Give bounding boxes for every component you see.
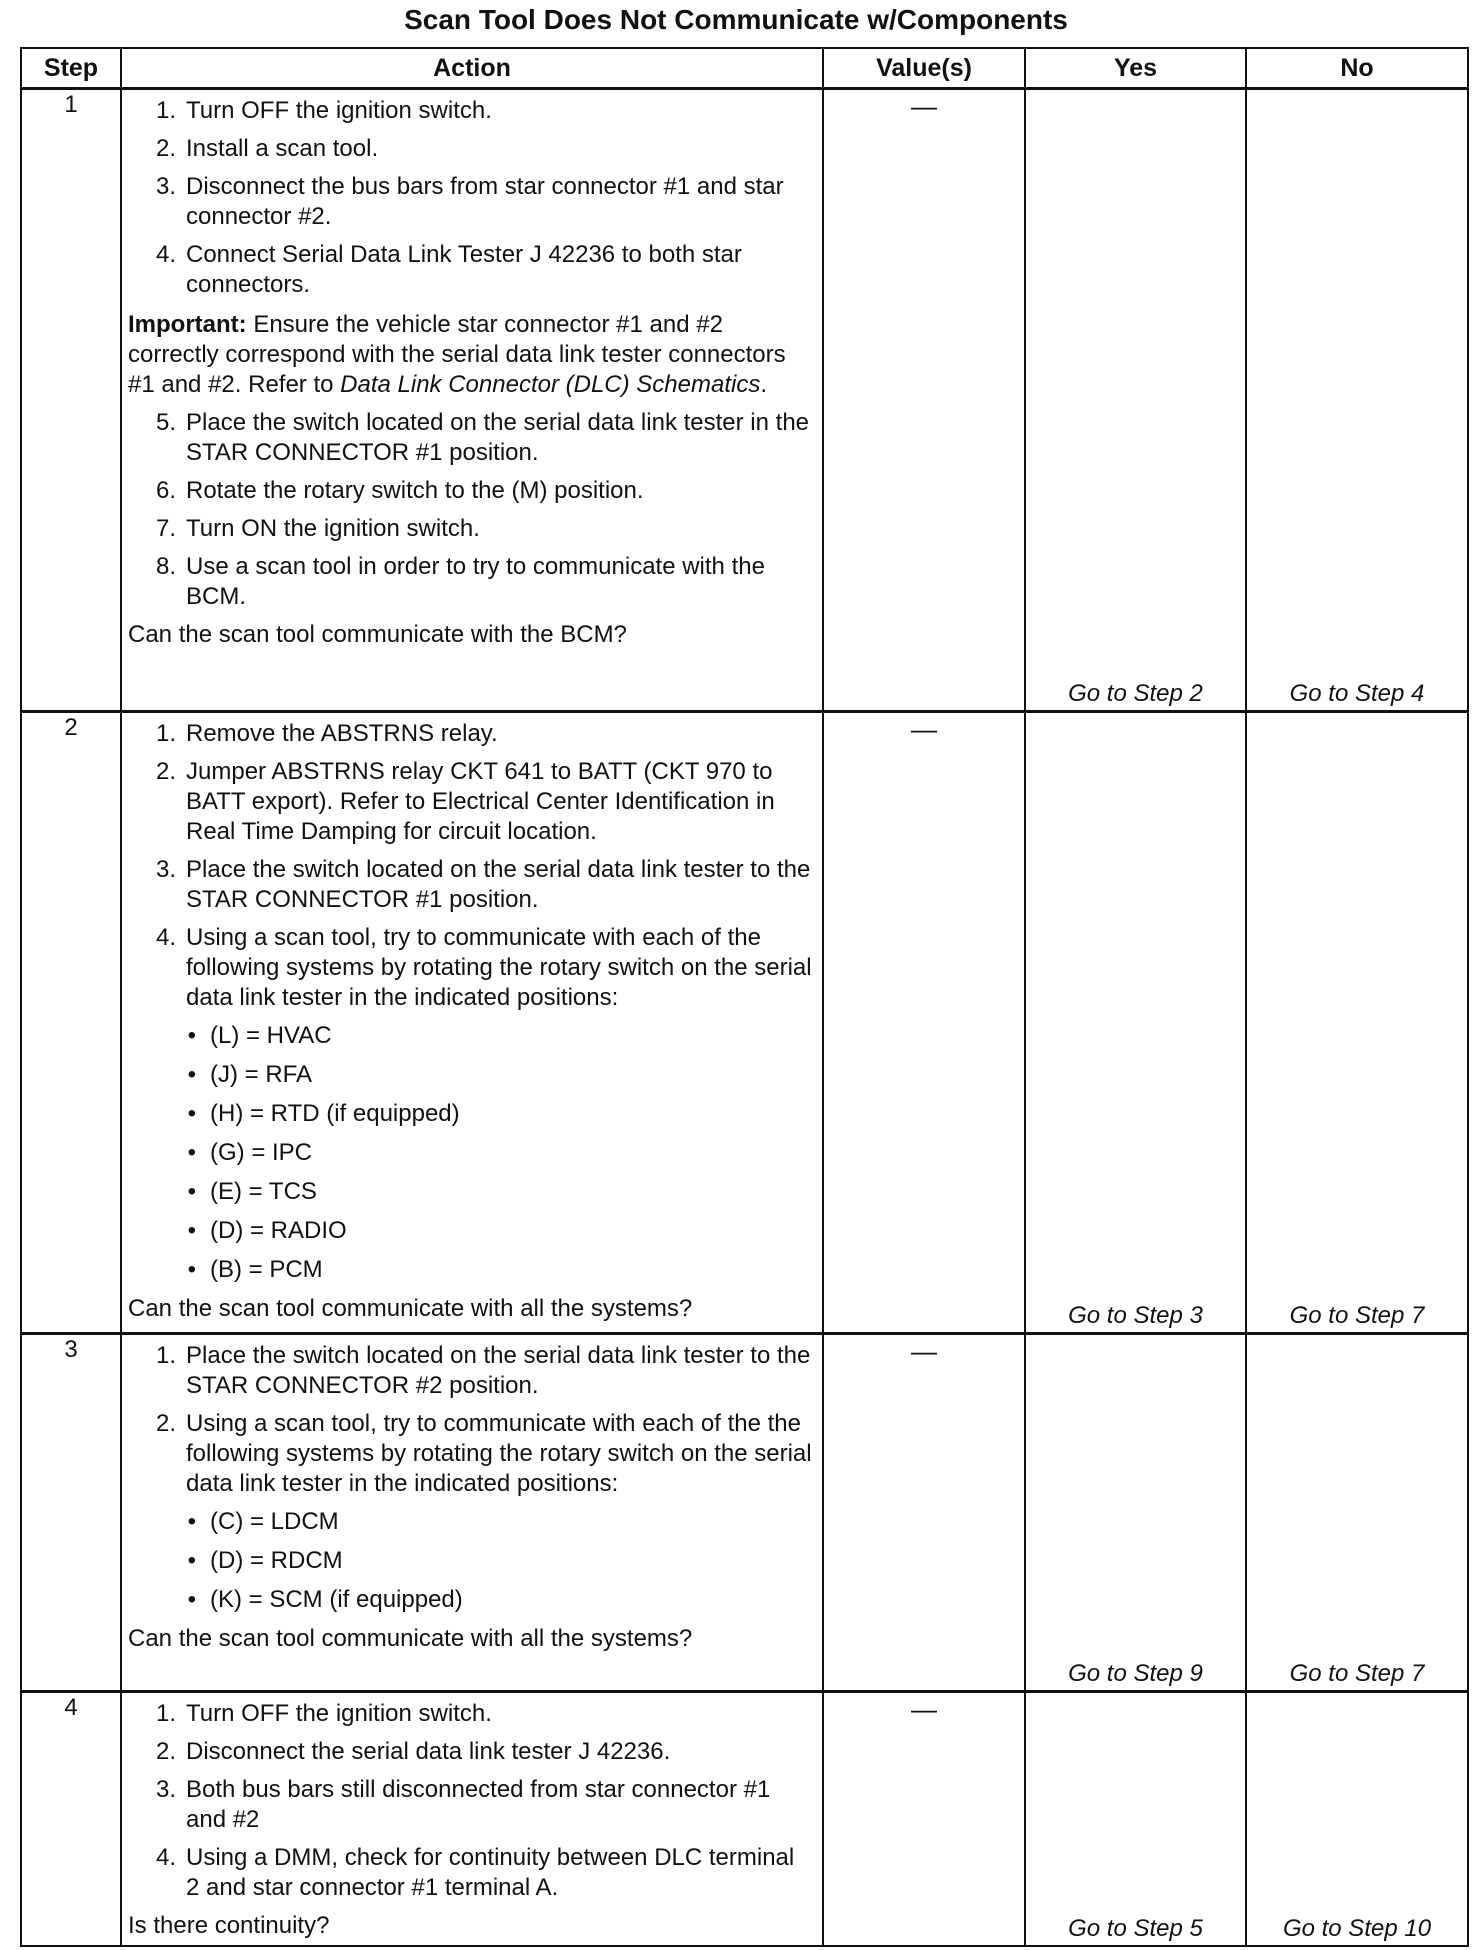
list-item: 1. Place the switch located on the serial data link tester to the STAR CONNECTOR #2 position. (155, 1342, 811, 1399)
yes-cell (1025, 1692, 1246, 1947)
list-item: 1. Turn OFF the ignition switch. (155, 97, 492, 124)
action-list (128, 408, 814, 612)
no-outcome: Go to Step 7 (1289, 1660, 1425, 1687)
list-item: 5. Place the switch located on the serial data link tester in the STAR CONNECTOR #1 position. (155, 409, 810, 466)
yes-outcome: Go to Step 9 (1068, 1660, 1203, 1687)
list-item: • (L) = HVAC (128, 1021, 814, 1051)
action-list (128, 1341, 814, 1499)
schematic-reference: Data Link Connector (DLC) Schematics (340, 371, 761, 398)
page-title: Scan Tool Does Not Communicate w/Components (404, 4, 1068, 35)
value-cell: — (823, 712, 1025, 1334)
important-note: Important: Ensure the vehicle star connector #1 and #2 correctly correspond with the serial data link tester connectors #1 and #2. Refer to Data Link Connector (DLC) Schematics. (128, 311, 786, 398)
step-question: Can the scan tool communicate with all the systems? (128, 1625, 693, 1652)
action-list (128, 1699, 814, 1903)
bullet-icon: • (187, 1586, 196, 1613)
list-item: 3. Both bus bars still disconnected from star connector #1 and #2 (155, 1776, 771, 1833)
step-question: Can the scan tool communicate with all the systems? (128, 1295, 693, 1322)
list-item: • (H) = RTD (if equipped) (128, 1099, 814, 1129)
list-item: 6. Rotate the rotary switch to the (M) position. (155, 477, 644, 504)
yes-outcome: Go to Step 3 (1068, 1302, 1203, 1329)
value-cell: — (823, 1692, 1025, 1947)
yes-cell (1025, 1334, 1246, 1692)
list-item: 4. Using a DMM, check for continuity between DLC terminal 2 and star connector #1 terminal A. (155, 1844, 795, 1901)
table-row (21, 1692, 1468, 1947)
bullet-icon: • (187, 1100, 196, 1127)
bullet-icon: • (187, 1508, 196, 1535)
header-row (21, 48, 1468, 89)
action-list (128, 719, 814, 1013)
column-header-yes: Yes (1025, 48, 1246, 89)
list-item: 4. Connect Serial Data Link Tester J 42236 to both star connectors. (155, 241, 742, 298)
action-list (128, 96, 814, 300)
list-item: 8. Use a scan tool in order to try to communicate with the BCM. (155, 553, 765, 610)
step-number: 4 (21, 1692, 121, 1947)
yes-cell (1025, 712, 1246, 1334)
list-item: 4. Using a scan tool, try to communicate with each of the following systems by rotating the rotary switch on the serial data link tester in the indicated positions: (155, 924, 812, 1011)
system-list (128, 1021, 814, 1285)
no-outcome: Go to Step 7 (1289, 1302, 1425, 1329)
no-cell (1246, 1334, 1468, 1692)
list-item: 2. Jumper ABSTRNS relay CKT 641 to BATT (CKT 970 to BATT export). Refer to Electrical Center Identification in Real Time Damping for circuit location. (155, 758, 775, 845)
no-outcome: Go to Step 10 (1282, 1915, 1432, 1942)
list-item: • (C) = LDCM (128, 1507, 814, 1537)
table-row (21, 712, 1468, 1334)
yes-outcome: Go to Step 2 (1068, 680, 1203, 707)
value-cell: — (823, 1334, 1025, 1692)
bullet-icon: • (187, 1256, 196, 1283)
step-number: 2 (21, 712, 121, 1334)
list-item: 1. Turn OFF the ignition switch. (155, 1700, 492, 1727)
column-header-step: Step (21, 48, 121, 89)
step-number: 3 (21, 1334, 121, 1692)
bullet-icon: • (187, 1022, 196, 1049)
no-cell (1246, 712, 1468, 1334)
list-item: • (D) = RADIO (128, 1216, 814, 1246)
step-number: 1 (21, 89, 121, 712)
step-question: Is there continuity? (128, 1912, 330, 1939)
action-cell (121, 1334, 823, 1692)
bullet-icon: • (187, 1217, 196, 1244)
list-item: 2. Install a scan tool. (155, 135, 379, 162)
list-item: • (G) = IPC (128, 1138, 814, 1168)
no-cell (1246, 89, 1468, 712)
bullet-icon: • (187, 1139, 196, 1166)
bullet-icon: • (187, 1547, 196, 1574)
list-item: • (K) = SCM (if equipped) (128, 1585, 814, 1615)
column-header-no: No (1246, 48, 1468, 89)
table-row (21, 1334, 1468, 1692)
bullet-icon: • (187, 1178, 196, 1205)
list-item: • (J) = RFA (128, 1060, 814, 1090)
list-item: 3. Disconnect the bus bars from star connector #1 and star connector #2. (155, 173, 784, 230)
no-outcome: Go to Step 4 (1289, 680, 1425, 707)
list-item: 1. Remove the ABSTRNS relay. (155, 720, 498, 747)
bullet-icon: • (187, 1061, 196, 1088)
list-item: • (E) = TCS (128, 1177, 814, 1207)
table-row (21, 89, 1468, 712)
value-cell: — (823, 89, 1025, 712)
column-header-action: Action (121, 48, 823, 89)
column-header-values: Value(s) (823, 48, 1025, 89)
no-cell (1246, 1692, 1468, 1947)
step-question: Can the scan tool communicate with the BCM? (128, 621, 627, 648)
action-cell (121, 1692, 823, 1947)
list-item: 2. Disconnect the serial data link tester J 42236. (155, 1738, 671, 1765)
list-item: • (D) = RDCM (128, 1546, 814, 1576)
list-item: 7. Turn ON the ignition switch. (155, 515, 480, 542)
list-item: 2. Using a scan tool, try to communicate with each of the the following systems by rotating the rotary switch on the serial data link tester in the indicated positions: (155, 1410, 812, 1497)
list-item: • (B) = PCM (128, 1255, 814, 1285)
yes-outcome: Go to Step 5 (1068, 1915, 1203, 1942)
yes-cell (1025, 89, 1246, 712)
action-cell (121, 89, 823, 712)
list-item: 3. Place the switch located on the serial data link tester to the STAR CONNECTOR #1 position. (155, 856, 811, 913)
diagnostic-table (20, 47, 1469, 1947)
action-cell (121, 712, 823, 1334)
system-list (128, 1507, 814, 1615)
